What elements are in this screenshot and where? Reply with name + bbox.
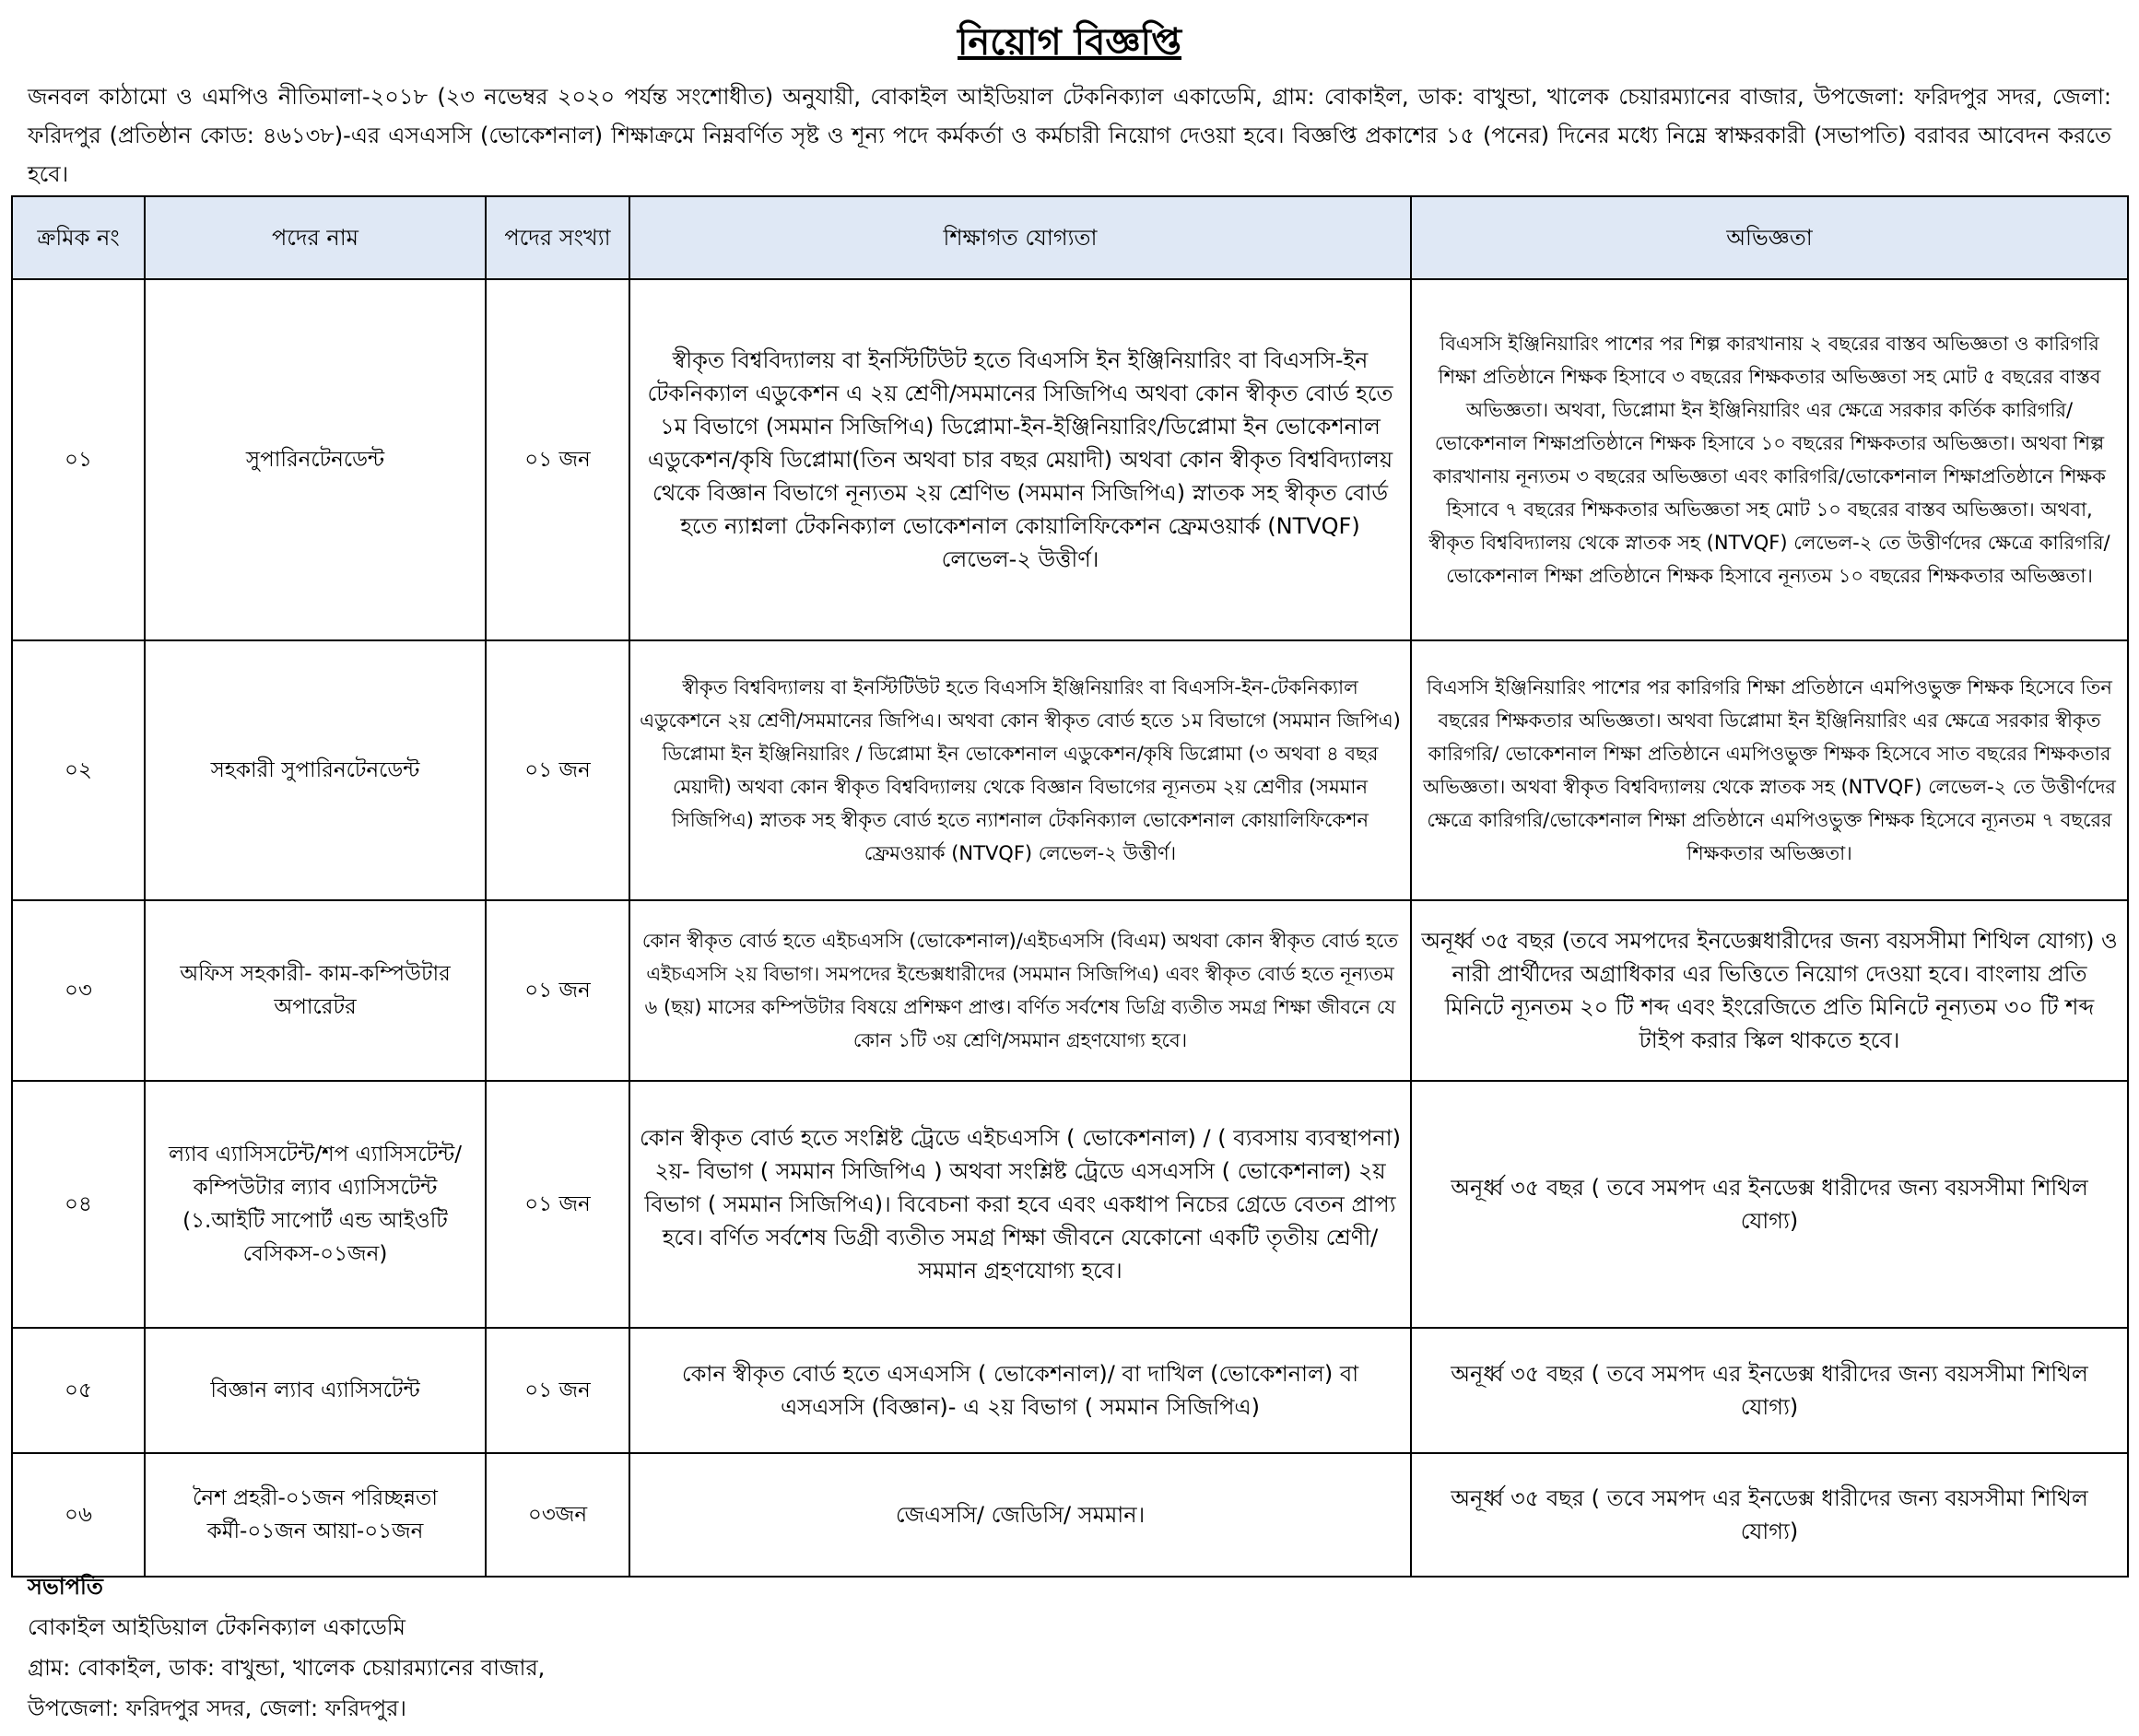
row-serial: ০৪ bbox=[12, 1081, 145, 1328]
row-serial: ০২ bbox=[12, 640, 145, 900]
row-post: সহকারী সুপারিনটেনডেন্ট bbox=[145, 640, 486, 900]
row-count: ০১ জন bbox=[486, 900, 629, 1081]
row-education: স্বীকৃত বিশ্ববিদ্যালয় বা ইনস্টিটিউট হতে বিএসসি ইন ইঞ্জিনিয়ারিং বা বিএসসি-ইন টেকনিক্যাল এডুকেশন এ ২য় শ্রেণী/সমমানের সিজিপিএ অথবা কোন স্বীকৃত বোর্ড হতে ১ম বিভাগে (সমমান সিজিপিএ) ডিপ্লোমা-ইন-ইঞ্জিনিয়ারিং/ডিপ্লোমা ইন ভোকেশনাল এডুকেশন/কৃষি ডিপ্লোমা(তিন অথবা চার বছর মেয়াদী) অথবা কোন স্বীকৃত বিশ্ববিদ্যালয় থেকে বিজ্ঞান বিভাগে নূন্যতম ২য় শ্রেণিভ (সমমান সিজিপিএ) স্নাতক সহ স্বীকৃত বোর্ড হতে ন্যাশ্নলা টেকনিক্যাল ভোকেশনাল কোয়ালিফিকেশন ফ্রেমওয়ার্ক (NTVQF) লেভেল-২ উত্তীর্ণ। bbox=[629, 279, 1411, 640]
signature-block bbox=[28, 1566, 545, 1729]
notice-intro: জনবল কাঠামো ও এমপিও নীতিমালা-২০১৮ (২৩ নভেম্বর ২০২০ পর্যন্ত সংশোধীত) অনুযায়ী, বোকাইল আইডিয়াল টেকনিক্যাল একাডেমি, গ্রাম: বোকাইল, ডাক: বাখুন্ডা, খালেক চেয়ারম্যানের বাজার, উপজেলা: ফরিদপুর সদর, জেলা: ফরিদপুর (প্রতিষ্ঠান কোড: ৪৬১৩৮)-এর এসএসসি (ভোকেশনাল) শিক্ষাক্রমে নিম্নবর্ণিত সৃষ্ট ও শূন্য পদে কর্মকর্তা ও কর্মচারী নিয়োগ দেওয়া হবে। বিজ্ঞপ্তি প্রকাশের ১৫ (পনের) দিনের মধ্যে নিম্নে স্বাক্ষরকারী (সভাপতি) বরাবর আবেদন করতে হবে। bbox=[28, 84, 2111, 187]
address-line-2: উপজেলা: ফরিদপুর সদর, জেলা: ফরিদপুর। bbox=[28, 1695, 406, 1721]
row-education: কোন স্বীকৃত বোর্ড হতে এসএসসি ( ভোকেশনাল)/ বা দাখিল (ভোকেশনাল) বা এসএসসি (বিজ্ঞান)- এ ২য় বিভাগ ( সমমান সিজিপিএ) bbox=[629, 1328, 1411, 1453]
row-experience: বিএসসি ইঞ্জিনিয়ারিং পাশের পর কারিগরি শিক্ষা প্রতিষ্ঠানে এমপিওভুক্ত শিক্ষক হিসেবে তিন বছরের শিক্ষকতার অভিজ্ঞতা। অথবা ডিপ্লোমা ইন ইঞ্জিনিয়ারিং এর ক্ষেত্রে সরকার স্বীকৃত কারিগরি/ ভোকেশনাল শিক্ষা প্রতিষ্ঠানে এমপিওভুক্ত শিক্ষক হিসেবে সাত বছরের শিক্ষকতার অভিজ্ঞতা। অথবা স্বীকৃত বিশ্ববিদ্যালয় থেকে স্নাতক সহ (NTVQF) লেভেল-২ তে উত্তীর্ণদের ক্ষেত্রে কারিগরি/ভোকেশনাল শিক্ষা প্রতিষ্ঠানে এমপিওভুক্ত শিক্ষক হিসেবে ন্যূনতম ৭ বছরের শিক্ষকতার অভিজ্ঞতা। bbox=[1411, 640, 2128, 900]
table-row bbox=[12, 1081, 2128, 1328]
row-count: ০৩জন bbox=[486, 1453, 629, 1577]
row-serial: ০৫ bbox=[12, 1328, 145, 1453]
table-row bbox=[12, 1328, 2128, 1453]
table-row bbox=[12, 900, 2128, 1081]
row-education: জেএসসি/ জেডিসি/ সমমান। bbox=[629, 1453, 1411, 1577]
row-count: ০১ জন bbox=[486, 1328, 629, 1453]
row-count: ০১ জন bbox=[486, 640, 629, 900]
header-education: শিক্ষাগত যোগ্যতা bbox=[629, 196, 1411, 279]
row-post: বিজ্ঞান ল্যাব এ্যাসিসটেন্ট bbox=[145, 1328, 486, 1453]
table-row bbox=[12, 640, 2128, 900]
row-post: অফিস সহকারী- কাম-কম্পিউটার অপারেটর bbox=[145, 900, 486, 1081]
row-serial: ০৩ bbox=[12, 900, 145, 1081]
row-education: স্বীকৃত বিশ্ববিদ্যালয় বা ইনস্টিটিউট হতে বিএসসি ইঞ্জিনিয়ারিং বা বিএসসি-ইন-টেকনিক্যাল এডুকেশনে ২য় শ্রেণী/সমমানের জিপিএ। অথবা কোন স্বীকৃত বোর্ড হতে ১ম বিভাগে (সমমান জিপিএ) ডিপ্লোমা ইন ইঞ্জিনিয়ারিং / ডিপ্লোমা ইন ভোকেশনাল এডুকেশন/কৃষি ডিপ্লোমা (৩ অথবা ৪ বছর মেয়াদী) অথবা কোন স্বীকৃত বিশ্ববিদ্যালয় থেকে বিজ্ঞান বিভাগের ন্যূনতম ২য় শ্রেণীর (সমমান সিজিপিএ) স্নাতক সহ স্বীকৃত বোর্ড হতে ন্যাশনাল টেকনিক্যাল ভোকেশনাল কোয়ালিফিকেশন ফ্রেমওয়ার্ক (NTVQF) লেভেল-২ উত্তীর্ণ। bbox=[629, 640, 1411, 900]
header-experience: অভিজ্ঞতা bbox=[1411, 196, 2128, 279]
row-experience: অনূর্ধ্ব ৩৫ বছর ( তবে সমপদ এর ইনডেক্স ধারীদের জন্য বয়সসীমা শিথিল যোগ্য) bbox=[1411, 1328, 2128, 1453]
row-count: ০১ জন bbox=[486, 1081, 629, 1328]
row-education: কোন স্বীকৃত বোর্ড হতে সংশ্লিষ্ট ট্রেডে এইচএসসি ( ভোকেশনাল) / ( ব্যবসায় ব্যবস্থাপনা) ২য়- বিভাগ ( সমমান সিজিপিএ ) অথবা সংশ্লিষ্ট ট্রেডে এসএসসি ( ভোকেশনাল) ২য় বিভাগ ( সমমান সিজিপিএ)। বিবেচনা করা হবে এবং একধাপ নিচের গ্রেডে বেতন প্রাপ্য হবে। বর্ণিত সর্বশেষ ডিগ্রী ব্যতীত সমগ্র শিক্ষা জীবনে যেকোনো একটি তৃতীয় শ্রেণী/ সমমান গ্রহণযোগ্য হবে। bbox=[629, 1081, 1411, 1328]
row-post: ল্যাব এ্যাসিসটেন্ট/শপ এ্যাসিসটেন্ট/কম্পিউটার ল্যাব এ্যাসিসটেন্ট (১.আইটি সাপোর্ট এন্ড আইওটি বেসিকস-০১জন) bbox=[145, 1081, 486, 1328]
row-experience: বিএসসি ইঞ্জিনিয়ারিং পাশের পর শিল্প কারখানায় ২ বছরের বাস্তব অভিজ্ঞতা ও কারিগরি শিক্ষা প্রতিষ্ঠানে শিক্ষক হিসাবে ৩ বছরের শিক্ষকতার অভিজ্ঞতা সহ মোট ৫ বছরের বাস্তব অভিজ্ঞতা। অথবা, ডিপ্লোমা ইন ইঞ্জিনিয়ারিং এর ক্ষেত্রে সরকার কর্তিক কারিগরি/ভোকেশনাল শিক্ষাপ্রতিষ্ঠানে শিক্ষক হিসাবে ১০ বছরের শিক্ষকতার অভিজ্ঞতা। অথবা শিল্প কারখানায় নূন্যতম ৩ বছরের অভিজ্ঞতা এবং কারিগরি/ভোকেশনাল শিক্ষাপ্রতিষ্ঠানে শিক্ষক হিসাবে ৭ বছরের শিক্ষকতার অভিজ্ঞতা সহ মোট ১০ বছরের বাস্তব অভিজ্ঞতা। অথবা, স্বীকৃত বিশ্ববিদ্যালয় থেকে স্নাতক সহ (NTVQF) লেভেল-২ তে উত্তীর্ণদের ক্ষেত্রে কারিগরি/ভোকেশনাল শিক্ষা প্রতিষ্ঠানে শিক্ষক হিসাবে নূন্যতম ১০ বছরের শিক্ষকতার অভিজ্ঞতা। bbox=[1411, 279, 2128, 640]
table-row bbox=[12, 279, 2128, 640]
row-count: ০১ জন bbox=[486, 279, 629, 640]
institution-name: বোকাইল আইডিয়াল টেকনিক্যাল একাডেমি bbox=[28, 1614, 405, 1640]
row-serial: ০৬ bbox=[12, 1453, 145, 1577]
vacancy-table bbox=[11, 195, 2129, 1578]
header-post: পদের নাম bbox=[145, 196, 486, 279]
chair-title: সভাপতি bbox=[28, 1574, 103, 1600]
row-experience: অনূর্ধ্ব ৩৫ বছর (তবে সমপদের ইনডেক্সধারীদের জন্য বয়সসীমা শিথিল যোগ্য) ও নারী প্রার্থীদের অগ্রাধিকার এর ভিত্তিতে নিয়োগ দেওয়া হবে। বাংলায় প্রতি মিনিটে ন্যূনতম ২০ টি শব্দ এবং ইংরেজিতে প্রতি মিনিটে নূন্যতম ৩০ টি শব্দ টাইপ করার স্কিল থাকতে হবে। bbox=[1411, 900, 2128, 1081]
row-experience: অনূর্ধ্ব ৩৫ বছর ( তবে সমপদ এর ইনডেক্স ধারীদের জন্য বয়সসীমা শিথিল যোগ্য) bbox=[1411, 1081, 2128, 1328]
address-line-1: গ্রাম: বোকাইল, ডাক: বাখুন্ডা, খালেক চেয়ারম্যানের বাজার, bbox=[28, 1655, 546, 1681]
header-serial: ক্রমিক নং bbox=[12, 196, 145, 279]
row-post: নৈশ প্রহরী-০১জন পরিচ্ছন্নতা কর্মী-০১জন আয়া-০১জন bbox=[145, 1453, 486, 1577]
row-post: সুপারিনটেনডেন্ট bbox=[145, 279, 486, 640]
table-row bbox=[12, 1453, 2128, 1577]
header-count: পদের সংখ্যা bbox=[486, 196, 629, 279]
row-education: কোন স্বীকৃত বোর্ড হতে এইচএসসি (ভোকেশনাল)/এইচএসসি (বিএম) অথবা কোন স্বীকৃত বোর্ড হতে এইচএসসি ২য় বিভাগ। সমপদের ইন্ডেক্সধারীদের (সমমান সিজিপিএ) এবং স্বীকৃত বোর্ড হতে নূন্যতম ৬ (ছয়) মাসের কম্পিউটার বিষয়ে প্রশিক্ষণ প্রাপ্ত। বর্ণিত সর্বশেষ ডিগ্রি ব্যতীত সমগ্র শিক্ষা জীবনে যে কোন ১টি ৩য় শ্রেণি/সমমান গ্রহণযোগ্য হবে। bbox=[629, 900, 1411, 1081]
notice-title: নিয়োগ বিজ্ঞপ্তি bbox=[957, 21, 1181, 64]
row-experience: অনূর্ধ্ব ৩৫ বছর ( তবে সমপদ এর ইনডেক্স ধারীদের জন্য বয়সসীমা শিথিল যোগ্য) bbox=[1411, 1453, 2128, 1577]
table-header-row bbox=[12, 196, 2128, 279]
row-serial: ০১ bbox=[12, 279, 145, 640]
